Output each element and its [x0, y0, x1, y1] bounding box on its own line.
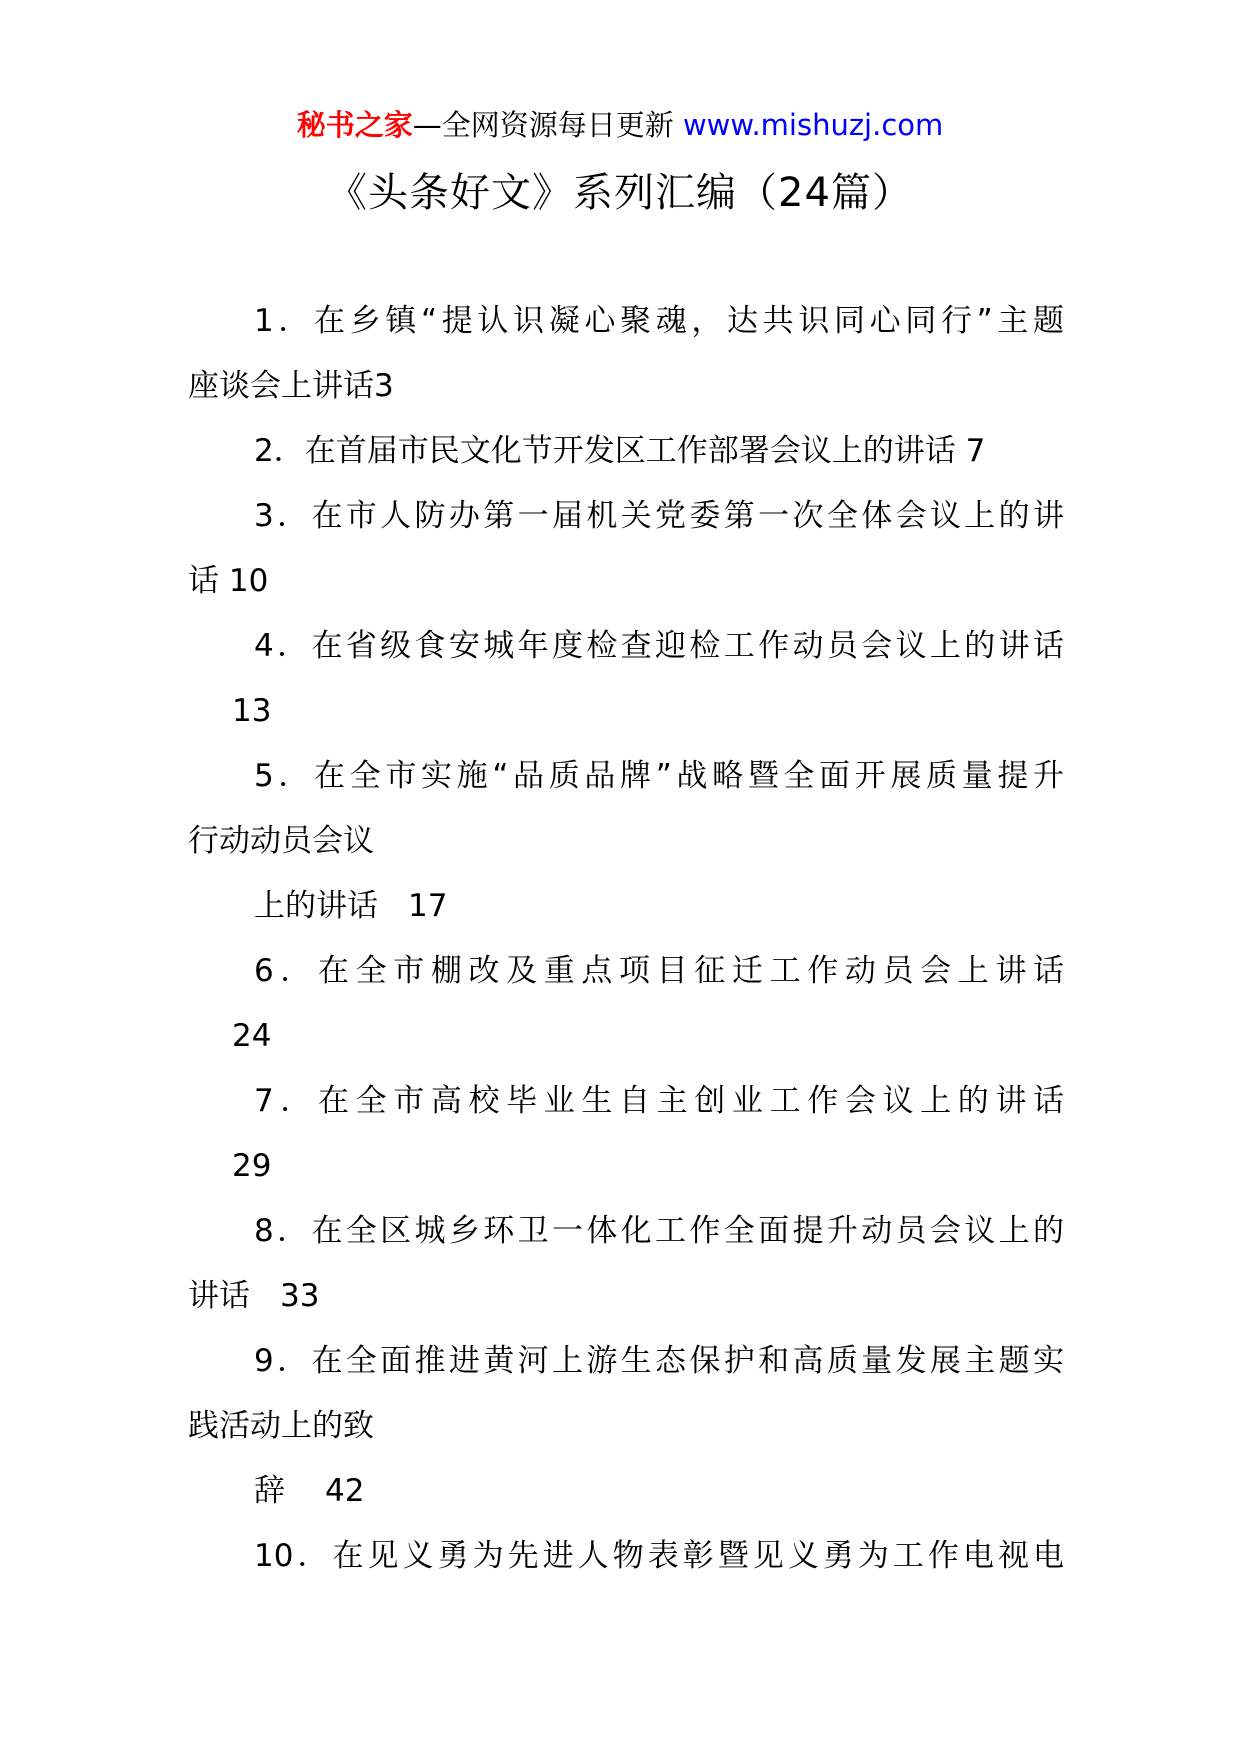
toc-text: 上的讲话: [254, 888, 378, 924]
toc-line: 践活动上的致: [188, 1408, 374, 1444]
toc-page-number: 33: [280, 1278, 320, 1314]
toc-page-number: 17: [408, 888, 448, 924]
toc-line: 6．在全市棚改及重点项目征迁工作动员会上讲话: [254, 953, 1064, 989]
toc-line: 3．在市人防办第一届机关党委第一次全体会议上的讲: [254, 498, 1064, 534]
toc-line: 行动动员会议: [188, 823, 374, 859]
brand-name: 秘书之家: [296, 108, 413, 142]
toc-line: 话 10: [188, 563, 269, 599]
toc-text: 辞: [254, 1473, 285, 1509]
toc-line: 5．在全市实施“品质品牌”战略暨全面开展质量提升: [254, 758, 1064, 794]
toc-line: [188, 874, 1064, 939]
toc-line: [188, 1264, 1064, 1329]
toc-line: 7．在全市高校毕业生自主创业工作会议上的讲话: [254, 1083, 1064, 1119]
document-title: 《头条好文》系列汇编（24篇）: [327, 170, 913, 216]
site-url-link[interactable]: www.mishuzj.com: [682, 108, 944, 142]
toc-text: 讲话: [188, 1278, 250, 1314]
toc-line: 24: [232, 1018, 272, 1054]
toc-line: 29: [232, 1148, 272, 1184]
toc-line: 座谈会上讲话3: [188, 368, 394, 404]
toc-page-number: 42: [325, 1473, 365, 1509]
site-header: [0, 98, 1240, 152]
toc-line: 4．在省级食安城年度检查迎检工作动员会议上的讲话: [254, 628, 1064, 664]
toc-line: 8．在全区城乡环卫一体化工作全面提升动员会议上的: [254, 1213, 1064, 1249]
toc-line: 13: [232, 693, 272, 729]
header-tagline: —全网资源每日更新: [412, 108, 674, 142]
table-of-contents: [188, 289, 1064, 1589]
toc-line: [188, 1459, 1064, 1524]
toc-line: 10．在见义勇为先进人物表彰暨见义勇为工作电视电: [254, 1538, 1064, 1574]
toc-line: 9．在全面推进黄河上游生态保护和高质量发展主题实: [254, 1343, 1064, 1379]
toc-line: 2．在首届市民文化节开发区工作部署会议上的讲话 7: [254, 433, 986, 469]
toc-line: 1．在乡镇“提认识凝心聚魂，达共识同心同行”主题: [254, 303, 1064, 339]
